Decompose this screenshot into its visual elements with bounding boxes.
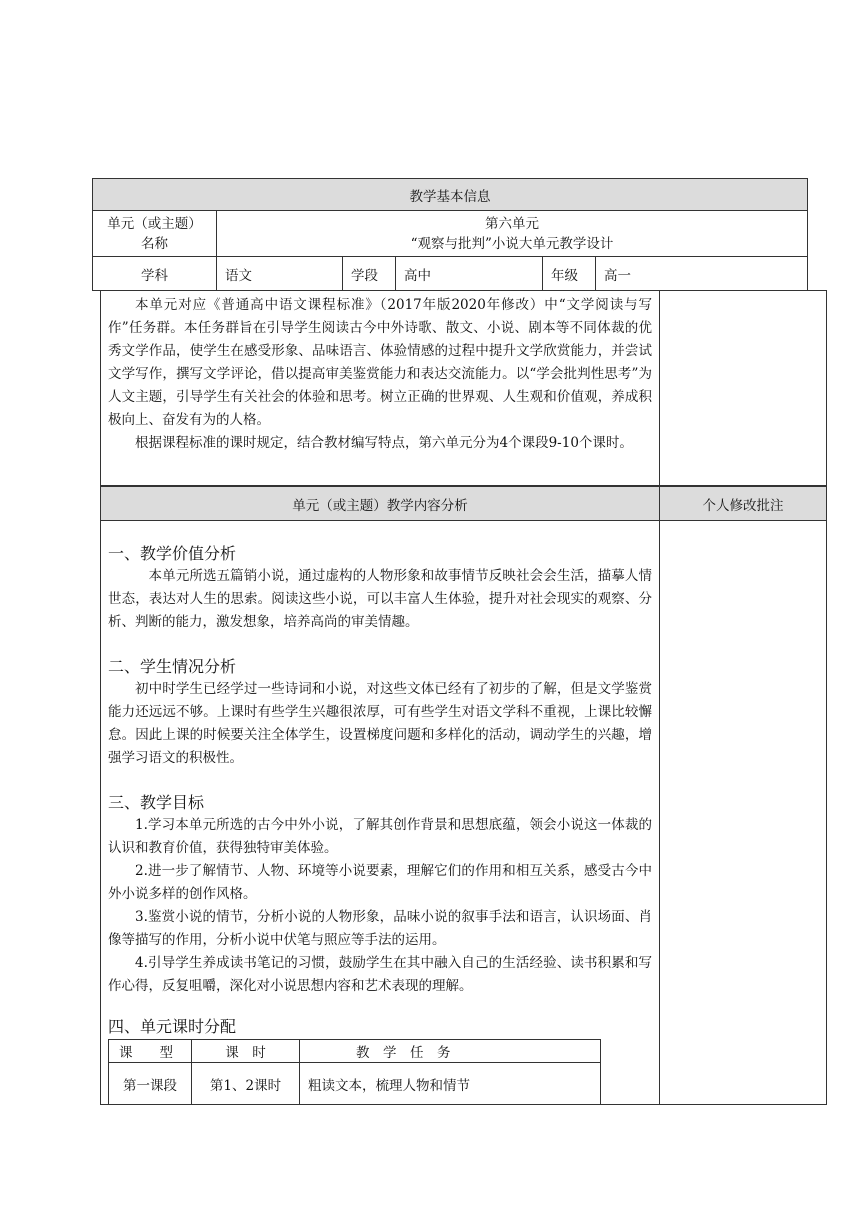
intro-text (108, 294, 652, 455)
table-row (299, 1062, 601, 1105)
basic-info-title-text: 教学基本信息 (409, 188, 491, 205)
intro-notes-cell (659, 290, 827, 486)
section-schedule (108, 1016, 652, 1038)
goal-item: 3.鉴赏小说的情节，分析小说的人物形象，品味小说的叙事手法和语言，认识场面、肖像等描写的作用，分析小说中伏笔与照应等手法的运用。 (108, 909, 652, 948)
stage-label: 学段 (351, 267, 378, 284)
section-goals-title: 三、教学目标 (108, 793, 205, 812)
grade-value: 高一 (604, 267, 631, 284)
section-students (108, 656, 652, 770)
subject-label-cell (92, 256, 217, 291)
unit-name-value-line1: 第六单元 (485, 215, 539, 232)
analysis-header-left-text: 单元（或主题）教学内容分析 (292, 497, 468, 514)
stage-label-cell (342, 256, 396, 291)
analysis-header-right (659, 486, 827, 521)
section-value (108, 543, 652, 634)
schedule-header-task (299, 1039, 601, 1063)
unit-name-label-line1: 单元（或主题） (107, 215, 202, 232)
schedule-row-task: 粗读文本，梳理人物和情节 (308, 1077, 470, 1094)
stage-value-cell (395, 256, 543, 291)
section-value-text: 本单元所选五篇销小说，通过虚构的人物形象和故事情节反映社会会生活，描摹人情世态，表达对人生的思索。阅读这些小说，可以丰富人生体验，提升对社会现实的观察、分析、判断的能力，激发想象，培养高尚的审美情趣。 (108, 568, 652, 630)
schedule-header-type (108, 1039, 192, 1063)
table-row (108, 1062, 192, 1105)
intro-paragraph-1: 本单元对应《普通高中语文课程标准》（2017年版2020年修改）中“文学阅读与写作”任务群。本任务群旨在引导学生阅读古今中外诗歌、散文、小说、剧本等不同体裁的优秀文学作品，使学生在感受形象、品味语言、体验情感的过程中提升文学欣赏能力，并尝试文学写作，撰写文学评论，借以提高审美鉴赏能力和表达交流能力。以“学会批判性思考”为人文主题，引导学生有关社会的体验和思考。树立正确的世界观、人生观和价值观，养成积极向上、奋发有为的人格。 (108, 297, 652, 428)
grade-label: 年级 (551, 267, 578, 284)
unit-name-value-line2: “观察与批判”小说大单元教学设计 (410, 235, 614, 252)
goal-item: 4.引导学生养成读书笔记的习惯，鼓励学生在其中融入自己的生活经验、读书积累和写作心得，反复咀嚼，深化对小说思想内容和艺术表现的理解。 (108, 955, 652, 994)
unit-name-value-cell (216, 210, 808, 257)
analysis-notes-cell (659, 520, 827, 1105)
section-goals (108, 792, 652, 998)
section-value-title: 一、教学价值分析 (108, 544, 237, 563)
unit-name-label-line2: 名称 (141, 235, 168, 252)
intro-paragraph-2: 根据课程标准的课时规定，结合教材编写特点，第六单元分为4个课段9-10个课时。 (135, 435, 633, 451)
grade-value-cell (595, 256, 808, 291)
subject-value-cell (216, 256, 343, 291)
goal-item: 2.进一步了解情节、人物、环境等小说要素，理解它们的作用和相互关系，感受古今中外小说多样的创作风格。 (108, 863, 652, 902)
section-students-title: 二、学生情况分析 (108, 657, 237, 676)
unit-name-label-cell (92, 210, 217, 257)
goal-item: 1.学习本单元所选的古今中外小说，了解其创作背景和思想底蕴，领会小说这一体裁的认识和教育价值，获得独特审美体验。 (108, 817, 652, 856)
schedule-row-type: 第一课段 (123, 1077, 177, 1094)
schedule-header-hours-text: 课 时 (225, 1045, 266, 1061)
subject-value: 语文 (225, 267, 252, 284)
basic-info-title (92, 178, 808, 211)
schedule-header-hours (191, 1039, 300, 1063)
section-students-text: 初中时学生已经学过一些诗词和小说，对这些文体已经有了初步的了解，但是文学鉴赏能力还远远不够。上课时有些学生兴趣很浓厚，可有些学生对语文学科不重视，上课比较懈怠。因此上课的时候要关注全体学生，设置梯度问题和多样化的活动，调动学生的兴趣，增强学习语文的积极性。 (108, 681, 652, 766)
schedule-header-task-text: 教 学 任 务 (356, 1045, 451, 1061)
analysis-header-right-text: 个人修改批注 (702, 497, 784, 514)
analysis-header-left (100, 486, 660, 521)
subject-label: 学科 (141, 267, 168, 284)
section-schedule-title: 四、单元课时分配 (108, 1017, 237, 1036)
table-row (191, 1062, 300, 1105)
schedule-header-type-text: 课 型 (119, 1045, 173, 1061)
stage-value: 高中 (404, 267, 431, 284)
grade-label-cell (542, 256, 596, 291)
schedule-row-hours: 第1、2课时 (209, 1077, 282, 1094)
